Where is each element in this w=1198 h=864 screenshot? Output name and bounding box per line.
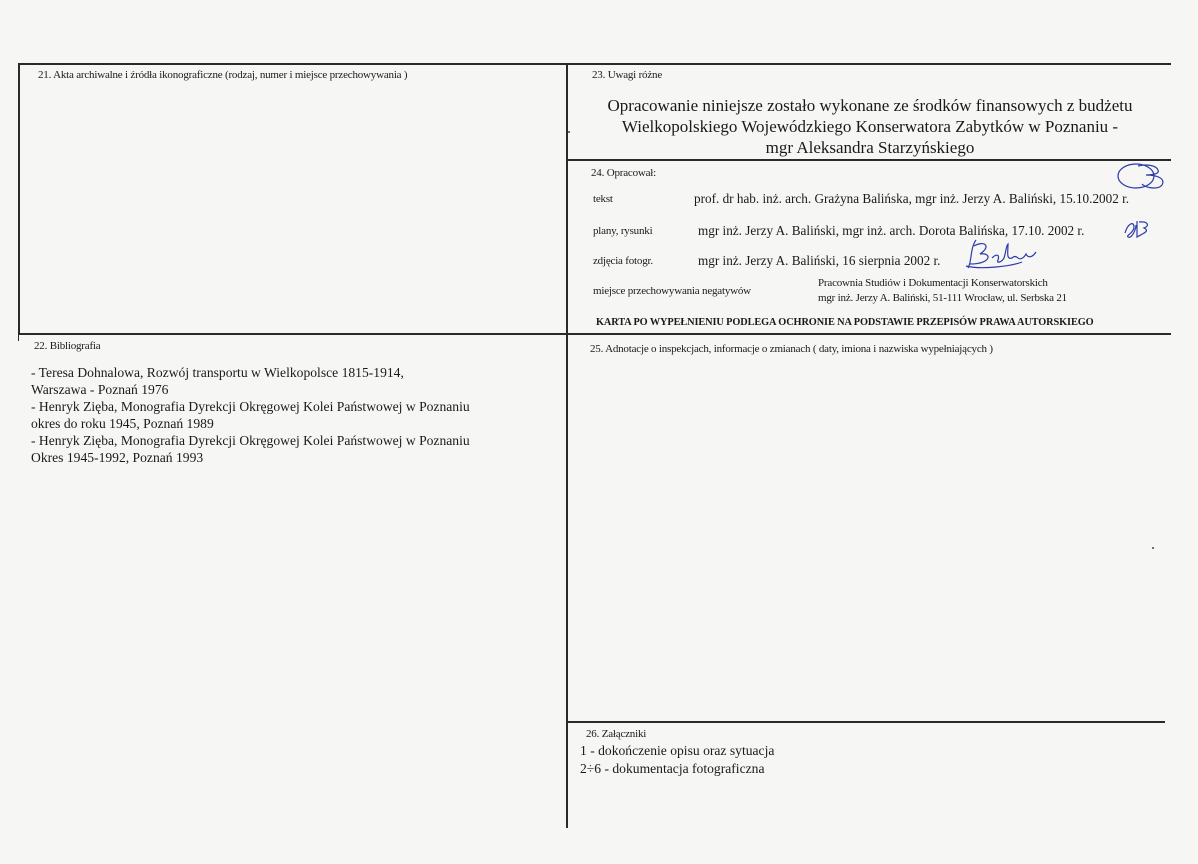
copyright-notice: KARTA PO WYPEŁNIENIU PODLEGA OCHRONIE NA PODSTAWIE PRZEPISÓW PRAWA AUTORSKIEGO [596, 317, 1094, 328]
remark-line: Opracowanie niniejsze zostało wykonane ze środków finansowych z budżetu [607, 96, 1133, 115]
author-row-value: mgr inż. Jerzy A. Baliński, mgr inż. arch. Dorota Balińska, 17.10. 2002 r. [698, 223, 1085, 238]
left-border-lower [18, 333, 19, 341]
author-row-key: zdjęcia fotogr. [593, 255, 653, 267]
signature-mark-1 [1116, 160, 1172, 192]
bibliography-entry: - Henryk Zięba, Monografia Dyrekcji Okręgowej Kolei Państwowej w Poznaniu [31, 399, 470, 414]
bibliography-list [31, 364, 571, 466]
s23-s24-rule [568, 159, 1171, 161]
bibliography-entry: Okres 1945-1992, Poznań 1993 [31, 450, 204, 465]
s23-label: 23. Uwagi różne [592, 69, 663, 81]
negatives-label: miejsce przechowywania negatywów [593, 285, 751, 297]
remark-line: Wielkopolskiego Wojewódzkiego Konserwatora Zabytków w Poznaniu - [621, 117, 1119, 136]
remark-line: mgr Aleksandra Starzyńskiego [765, 138, 975, 157]
author-row-key: tekst [593, 193, 613, 205]
signature-mark-3 [962, 236, 1042, 272]
s22-label: 22. Bibliografia [34, 340, 101, 352]
s26-rule [568, 721, 1165, 723]
middle-rule [18, 333, 1171, 335]
author-row-value: mgr inż. Jerzy A. Baliński, 16 sierpnia 2002 r. [698, 253, 941, 268]
s23-remarks [580, 95, 1160, 158]
top-rule [18, 63, 1171, 65]
attachment-item: 2÷6 - dokumentacja fotograficzna [580, 761, 765, 776]
signature-mark-2 [1122, 217, 1154, 241]
left-border [18, 63, 20, 335]
author-row-value: prof. dr hab. inż. arch. Grażyna Balińska, mgr inż. Jerzy A. Baliński, 15.10.2002 r. [694, 191, 1130, 206]
scan-speck [1152, 547, 1154, 549]
negatives-line-1: Pracownia Studiów i Dokumentacji Konserwatorskich [818, 277, 1048, 289]
bibliography-entry: - Henryk Zięba, Monografia Dyrekcji Okręgowej Kolei Państwowej w Poznaniu [31, 433, 470, 448]
s24-label: 24. Opracował: [591, 167, 657, 179]
bibliography-entry: - Teresa Dohnalowa, Rozwój transportu w Wielkopolsce 1815-1914, [31, 365, 404, 380]
s25-label: 25. Adnotacje o inspekcjach, informacje o zmianach ( daty, imiona i nazwiska wypełniających ) [590, 343, 993, 355]
attachment-item: 1 - dokończenie opisu oraz sytuacja [580, 743, 775, 758]
author-row-key: plany, rysunki [593, 225, 653, 237]
scan-speck [568, 131, 570, 133]
negatives-line-2: mgr inż. Jerzy A. Baliński, 51-111 Wrocław, ul. Serbska 21 [818, 292, 1067, 304]
s26-label: 26. Załączniki [586, 728, 647, 740]
s21-label: 21. Akta archiwalne i źródła ikonograficzne (rodzaj, numer i miejsce przechowywania ) [38, 69, 408, 81]
bibliography-entry: okres do roku 1945, Poznań 1989 [31, 416, 214, 431]
bibliography-entry: Warszawa - Poznań 1976 [31, 382, 169, 397]
